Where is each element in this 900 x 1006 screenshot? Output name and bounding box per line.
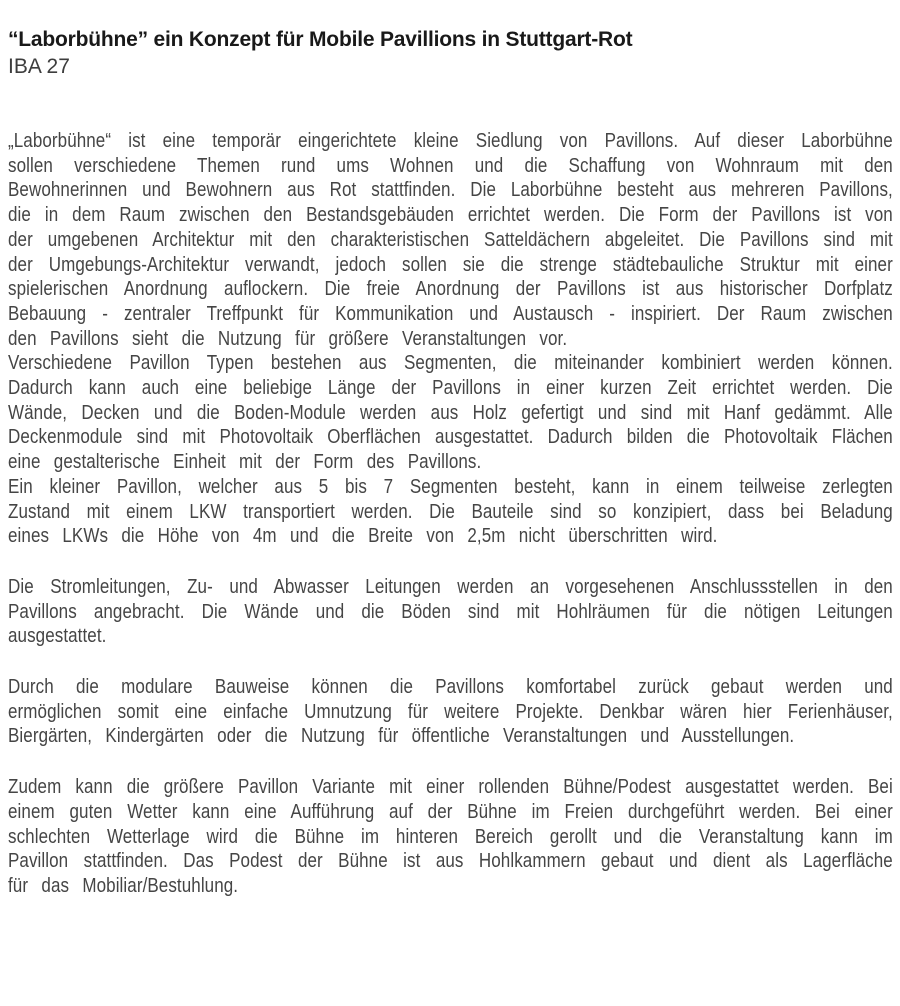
body-paragraph-5: Durch die modulare Bauweise können die Pavillons komfortabel zurück gebaut werden und ermöglichen somit eine einfache Umnutzung für weitere Projekte. Denkbar wären hier Ferienhäuser, Biergärten, Kindergärten oder die Nutzung für öffentliche Veranstaltungen und Ausstellungen. [8,676,893,748]
page-subtitle: IBA 27 [8,55,70,78]
body-paragraph-3: Ein kleiner Pavillon, welcher aus 5 bis 7 Segmenten besteht, kann in einem teilweise zerlegten Zustand mit einem LKW transportiert werden. Die Bauteile sind so konzipiert, dass bei Beladung eines LKWs die Höhe von 4m und die Breite von 2,5m nicht überschritten wird. [8,475,893,548]
body-paragraph-1: „Laborbühne“ ist eine temporär eingerichtete kleine Siedlung von Pavillons. Auf dieser Laborbühne sollen verschiedene Themen rund ums Wohnen und die Schaffung von Wohnraum mit den Bewohnerinnen und Bewohnern aus Rot stattfinden. Die Laborbühne besteht aus mehreren Pavillons, die in dem Raum zwischen den Bestandsgebäuden errichtet werden. Die Form der Pavillons ist von der umgebenen Architektur mit den charakteristischen Satteldächern abgeleitet. Die Pavillons sind mit der Umgebungs-Architektur verwandt, jedoch sollen sie die strenge städtebauliche Struktur mit einer spielerischen Anordnung auflockern. Die freie Anordnung der Pavillons ist aus historischer Dorfplatz Bebauung - zentraler Treffpunkt für Kommunikation und Austausch - inspiriert. Der Raum zwischen den Pavillons sieht die Nutzung für größere Veranstaltungen vor. [8,130,893,350]
body-paragraph-6: Zudem kann die größere Pavillon Variante mit einer rollenden Bühne/Podest ausgestattet werden. Bei einem guten Wetter kann eine Aufführung auf der Bühne im Freien durchgeführt werden. Bei einer schlechten Wetterlage wird die Bühne im hinteren Bereich gerollt und die Veranstaltung kann im Pavillon stattfinden. Das Podest der Bühne ist aus Hohlkammern gebaut und dient als Lagerfläche für das Mobiliar/Bestuhlung. [8,776,893,897]
body-paragraph-4: Die Stromleitungen, Zu- und Abwasser Leitungen werden an vorgesehenen Anschlussstellen in den Pavillons angebracht. Die Wände und die Böden sind mit Hohlräumen für die nötigen Leitungen ausgestattet. [8,575,893,648]
page-title: “Laborbühne” ein Konzept für Mobile Pavillions in Stuttgart-Rot [8,28,633,51]
body-paragraph-2: Verschiedene Pavillon Typen bestehen aus Segmenten, die miteinander kombiniert werden können. Dadurch kann auch eine beliebige Länge der Pavillons in einer kurzen Zeit errichtet werden. Die Wände, Decken und die Boden-Module werden aus Holz gefertigt und sind mit Hanf gedämmt. Alle Deckenmodule sind mit Photovoltaik Oberflächen ausgestattet. Dadurch bilden die Photovoltaik Flächen eine gestalterische Einheit mit der Form des Pavillons. [8,352,893,474]
document-body [8,129,893,899]
